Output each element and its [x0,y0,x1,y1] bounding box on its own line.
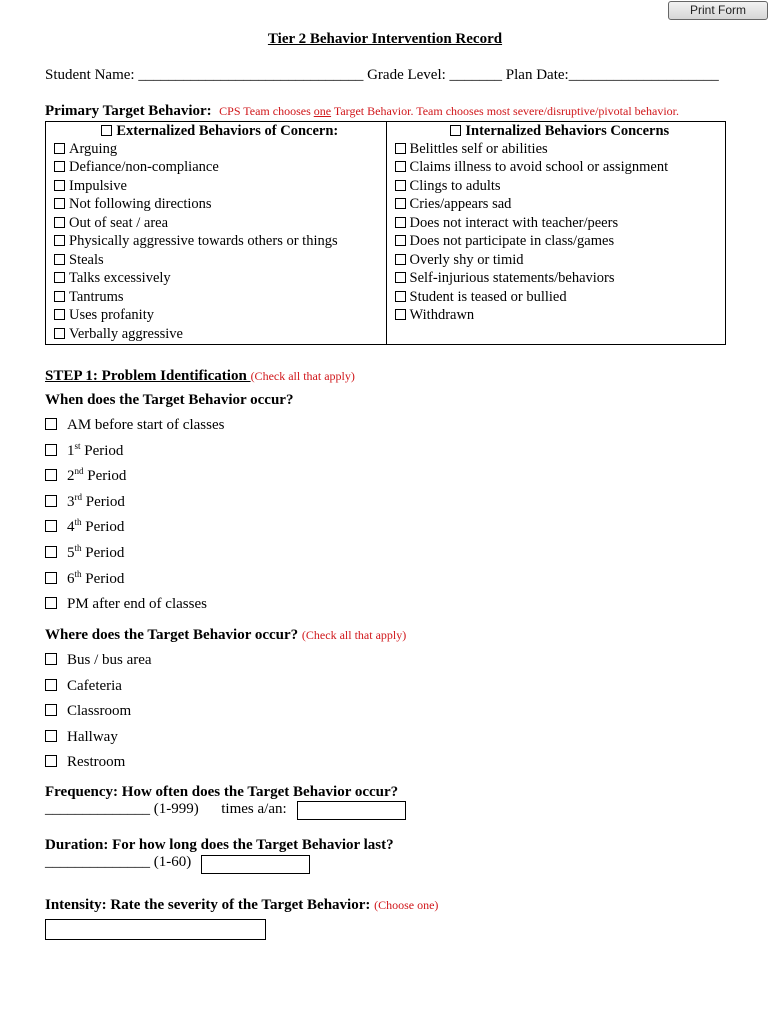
externalized-item [46,307,387,326]
internalized-item-label: Clings to adults [409,177,501,194]
externalized-item [46,325,387,344]
print-form-button[interactable]: Print Form [668,1,768,20]
behavior-row [46,159,726,178]
externalized-header: Externalized Behaviors of Concern: [46,122,387,141]
internalized-item [386,196,725,215]
internalized-item-checkbox[interactable] [395,291,406,302]
behavior-row [46,325,726,344]
where-option-checkbox[interactable] [45,730,57,742]
externalized-item-label: Steals [69,251,104,268]
when-option-checkbox[interactable] [45,597,57,609]
internalized-item-checkbox[interactable] [395,272,406,283]
internalized-item-label: Does not interact with teacher/peers [409,214,619,231]
externalized-item-checkbox[interactable] [54,254,65,265]
internalized-item-label: Withdrawn [409,307,475,324]
duration-row: ______________ (1-60) [45,854,192,870]
when-option-checkbox[interactable] [45,444,57,456]
behavior-row [46,270,726,289]
internalized-item [386,251,725,270]
externalized-item-label: Verbally aggressive [69,325,183,342]
when-option-checkbox[interactable] [45,418,57,430]
internalized-item-checkbox[interactable] [395,235,406,246]
internalized-item [386,214,725,233]
duration-question: Duration: For how long does the Target Behavior last? [45,837,394,853]
internalized-item-label: Overly shy or timid [409,251,524,268]
internalized-item [386,288,725,307]
student-name-field[interactable]: ______________________________ [138,67,364,83]
when-option: 1st Period [45,443,123,460]
internalized-item-label: Does not participate in class/games [409,233,615,250]
externalized-item-checkbox[interactable] [54,143,65,154]
plan-date-field[interactable]: ____________________ [568,67,719,83]
externalized-item-label: Defiance/non-compliance [69,159,219,176]
where-option: Bus / bus area [45,652,152,669]
frequency-row: ______________ (1-999) times a/an: [45,801,287,817]
frequency-unit-select[interactable] [297,801,406,820]
when-option: 6th Period [45,571,124,588]
externalized-item-checkbox[interactable] [54,235,65,246]
externalized-item-label: Physically aggressive towards others or things [69,233,338,250]
where-option-checkbox[interactable] [45,653,57,665]
internalized-item-checkbox[interactable] [395,217,406,228]
internalized-item [386,140,725,159]
where-option: Restroom [45,754,125,771]
where-option-checkbox[interactable] [45,704,57,716]
externalized-item-label: Impulsive [69,177,127,194]
externalized-checkbox[interactable] [101,125,112,136]
internalized-checkbox[interactable] [450,125,461,136]
when-option-checkbox[interactable] [45,469,57,481]
externalized-item [46,288,387,307]
externalized-item-label: Talks excessively [69,270,171,287]
internalized-item [386,307,725,326]
internalized-item [386,325,725,344]
duration-unit-select[interactable] [201,855,310,874]
form-title: Tier 2 Behavior Intervention Record [267,31,503,47]
externalized-item-checkbox[interactable] [54,161,65,172]
externalized-item-checkbox[interactable] [54,291,65,302]
externalized-item [46,140,387,159]
externalized-item-label: Arguing [69,140,118,157]
behavior-row [46,177,726,196]
externalized-item [46,159,387,178]
when-option: PM after end of classes [45,596,207,613]
externalized-item-checkbox[interactable] [54,309,65,320]
internalized-item-checkbox[interactable] [395,143,406,154]
internalized-item-label: Self-injurious statements/behaviors [409,270,615,287]
primary-target-label: Primary Target Behavior: [45,103,212,119]
duration-field[interactable]: ______________ [45,854,150,870]
internalized-item-label: Claims illness to avoid school or assignment [409,159,669,176]
externalized-item-checkbox[interactable] [54,217,65,228]
behavior-row [46,288,726,307]
externalized-item-checkbox[interactable] [54,328,65,339]
internalized-item-label: Student is teased or bullied [409,288,567,305]
externalized-item [46,196,387,215]
behavior-row [46,251,726,270]
internalized-item-checkbox[interactable] [395,309,406,320]
primary-target-row [45,103,679,120]
internalized-item-checkbox[interactable] [395,161,406,172]
when-option-checkbox[interactable] [45,520,57,532]
internalized-item [386,233,725,252]
when-option: 2nd Period [45,468,126,485]
times-label: times a/an: [221,801,287,817]
when-option-checkbox[interactable] [45,546,57,558]
internalized-item [386,159,725,178]
when-question: When does the Target Behavior occur? [45,392,294,408]
intensity-question-row: Intensity: Rate the severity of the Target Behavior: (Choose one) [45,897,439,913]
when-option: 3rd Period [45,494,125,511]
internalized-item [386,270,725,289]
student-name-label: Student Name: [45,67,135,83]
internalized-item-label: Cries/appears sad [409,196,512,213]
intensity-select[interactable] [45,919,266,940]
where-question-row: Where does the Target Behavior occur? (Check all that apply) [45,627,407,643]
grade-level-label: Grade Level: [367,67,446,83]
externalized-item-checkbox[interactable] [54,272,65,283]
externalized-item-checkbox[interactable] [54,198,65,209]
when-option-checkbox[interactable] [45,495,57,507]
where-option: Classroom [45,703,131,720]
frequency-field[interactable]: ______________ [45,801,150,817]
step1-heading: STEP 1: Problem Identification (Check all that apply) [45,368,355,384]
where-option: Hallway [45,729,118,746]
internalized-item-label: Belittles self or abilities [409,140,548,157]
externalized-item [46,177,387,196]
when-option: 4th Period [45,519,124,536]
grade-level-field[interactable]: _______ [449,67,503,83]
behavior-row [46,196,726,215]
internalized-item-checkbox[interactable] [395,198,406,209]
internalized-item-checkbox[interactable] [395,180,406,191]
when-option: 5th Period [45,545,124,562]
behaviors-table [45,121,726,345]
behavior-row [46,233,726,252]
frequency-question: Frequency: How often does the Target Behavior occur? [45,784,399,800]
where-option: Cafeteria [45,678,122,695]
externalized-item-label: Out of seat / area [69,214,169,231]
student-info-row [45,67,719,84]
behavior-row [46,140,726,159]
externalized-item [46,214,387,233]
primary-target-note: CPS Team chooses one Target Behavior. Team chooses most severe/disruptive/pivotal behavior. [219,104,679,118]
externalized-item-label: Tantrums [69,288,124,305]
behavior-row [46,307,726,326]
externalized-item [46,270,387,289]
externalized-item [46,251,387,270]
behavior-row [46,214,726,233]
externalized-item-checkbox[interactable] [54,180,65,191]
where-option-checkbox[interactable] [45,679,57,691]
internalized-header: Internalized Behaviors Concerns [386,122,725,141]
internalized-item [386,177,725,196]
externalized-item-label: Not following directions [69,196,212,213]
when-option-checkbox[interactable] [45,572,57,584]
externalized-item-label: Uses profanity [69,307,154,324]
plan-date-label: Plan Date: [505,67,569,83]
externalized-item [46,233,387,252]
where-option-checkbox[interactable] [45,755,57,767]
when-option: AM before start of classes [45,417,224,434]
internalized-item-checkbox[interactable] [395,254,406,265]
